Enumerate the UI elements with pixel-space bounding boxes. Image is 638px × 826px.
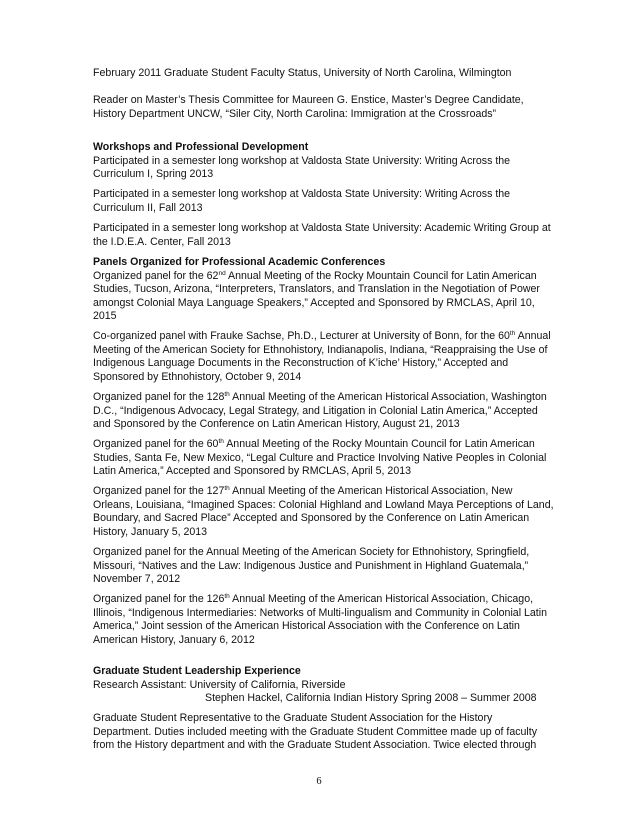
- panel-entry-first-line: Organized panel for the 62nd Annual Meeting of the Rocky Mountain Council for Latin American: [93, 269, 537, 282]
- panel-entry: [93, 391, 563, 432]
- entry-line: Indigenous Language Documents in the Reconstruction of K’iche’ History,” Accepted and: [93, 357, 509, 370]
- thesis-reader-entry: [93, 94, 563, 121]
- entry-line: amongst Colonial Maya Language Speakers,” Accepted and Sponsored by RMCLAS, April 10,: [93, 296, 535, 309]
- panel-entry-first-line: Organized panel for the 126th Annual Meeting of the American Historical Association, Chicago,: [93, 593, 534, 605]
- panel-entry: [93, 330, 563, 384]
- page-number: 6: [316, 776, 322, 787]
- entry-line: from the History department and with the Graduate Student Association. Twice elected through: [93, 739, 537, 752]
- entry-line: November 7, 2012: [93, 573, 181, 586]
- entry-line: Participated in a semester long workshop at Valdosta State University: Writing Across the: [93, 188, 511, 200]
- entry-line: Participated in a semester long workshop at Valdosta State University: Writing Across the: [93, 154, 511, 167]
- entry-line: Participated in a semester long workshop at Valdosta State University: Academic Writing Group at: [93, 222, 551, 234]
- entry-line: Graduate Student Representative to the Graduate Student Association for the History: [93, 712, 493, 724]
- workshops-section: [93, 141, 563, 182]
- panel-entry: [93, 485, 563, 539]
- panel-entry-first-line: Organized panel for the 60th Annual Meeting of the Rocky Mountain Council for Latin American: [93, 438, 535, 450]
- workshop-entry: [93, 188, 563, 215]
- section-heading: Workshops and Professional Development: [93, 141, 309, 153]
- panels-section: [93, 256, 563, 324]
- panel-entry: [93, 438, 563, 479]
- panel-entry: [93, 593, 563, 647]
- entry-line: Boundary, and Sacred Place” Accepted and Sponsored by the Conference on Latin American: [93, 512, 530, 525]
- workshop-entry: [93, 222, 563, 249]
- entry-line: Research Assistant: University of California, Riverside: [93, 678, 346, 691]
- entry-line: D.C., “Indigenous Advocacy, Legal Strategy, and Litigation in Colonial Latin America,” Accepted: [93, 404, 538, 417]
- entry-line: Curriculum II, Fall 2013: [93, 201, 203, 214]
- entry-line: History, January 5, 2013: [93, 525, 208, 538]
- entry-line: Studies, Tucson, Arizona, “Interpreters, Translators, and Translation in the Negotiation of Power: [93, 283, 540, 296]
- entry-line: American History, January 6, 2012: [93, 633, 255, 646]
- entry-line: America,” Joint session of the American Historical Association with the Conference on Latin: [93, 620, 520, 633]
- entry-line: Reader on Master’s Thesis Committee for Maureen G. Enstice, Master’s Degree Candidate,: [93, 94, 524, 106]
- entry-line: Curriculum I, Spring 2013: [93, 168, 214, 181]
- entry-line: the I.D.E.A. Center, Fall 2013: [93, 235, 231, 248]
- faculty-status-entry: [93, 67, 563, 81]
- entry-line: Orleans, Louisiana, “Imagined Spaces: Colonial Highland and Lowland Maya Perceptions of Land,: [93, 498, 554, 511]
- leadership-entry: [93, 712, 563, 753]
- entry-line: Stephen Hackel, California Indian History Spring 2008 – Summer 2008: [205, 692, 537, 705]
- entry-line: Meeting of the American Society for Ethnohistory, Indianapolis, Indiana, “Reappraising the Use of: [93, 343, 548, 356]
- entry-line: Organized panel for the Annual Meeting of the American Society for Ethnohistory, Springfield,: [93, 546, 530, 558]
- panel-entry-first-line: Co-organized panel with Frauke Sachse, Ph.D., Lecturer at University of Bonn, for the 60th Annual: [93, 330, 551, 342]
- entry-line: History Department UNCW, “Siler City, North Carolina: Immigration at the Crossroads”: [93, 107, 497, 120]
- entry-line: Missouri, “Natives and the Law: Indigenous Justice and Punishment in Highland Guatemala,”: [93, 559, 529, 572]
- panel-entry-first-line: Organized panel for the 128th Annual Meeting of the American Historical Association, Washington: [93, 391, 547, 403]
- section-heading: Graduate Student Leadership Experience: [93, 665, 301, 677]
- entry-line: Latin America,” Accepted and Sponsored by RMCLAS, April 5, 2013: [93, 465, 411, 478]
- entry-line: Sponsored by Ethnohistory, October 9, 2014: [93, 370, 302, 383]
- panel-entry: [93, 546, 563, 587]
- section-heading: Panels Organized for Professional Academic Conferences: [93, 256, 386, 268]
- panel-entry-first-line: Organized panel for the 127th Annual Meeting of the American Historical Association, New: [93, 485, 513, 497]
- entry-line: and Sponsored by the Conference on Latin American History, August 21, 2013: [93, 418, 460, 431]
- entry-line: Studies, Santa Fe, New Mexico, “Legal Culture and Practice Involving Native Peoples in Colonial: [93, 451, 547, 464]
- entry-line: February 2011 Graduate Student Faculty Status, University of North Carolina, Wilmington: [93, 67, 512, 79]
- entry-line: 2015: [93, 310, 117, 323]
- entry-line: Department. Duties included meeting with the Graduate Student Committee made up of faculty: [93, 725, 537, 738]
- leadership-section: [93, 665, 563, 706]
- entry-line: Illinois, “Indigenous Intermediaries: Networks of Multi-lingualism and Community in Colonial Latin: [93, 606, 547, 619]
